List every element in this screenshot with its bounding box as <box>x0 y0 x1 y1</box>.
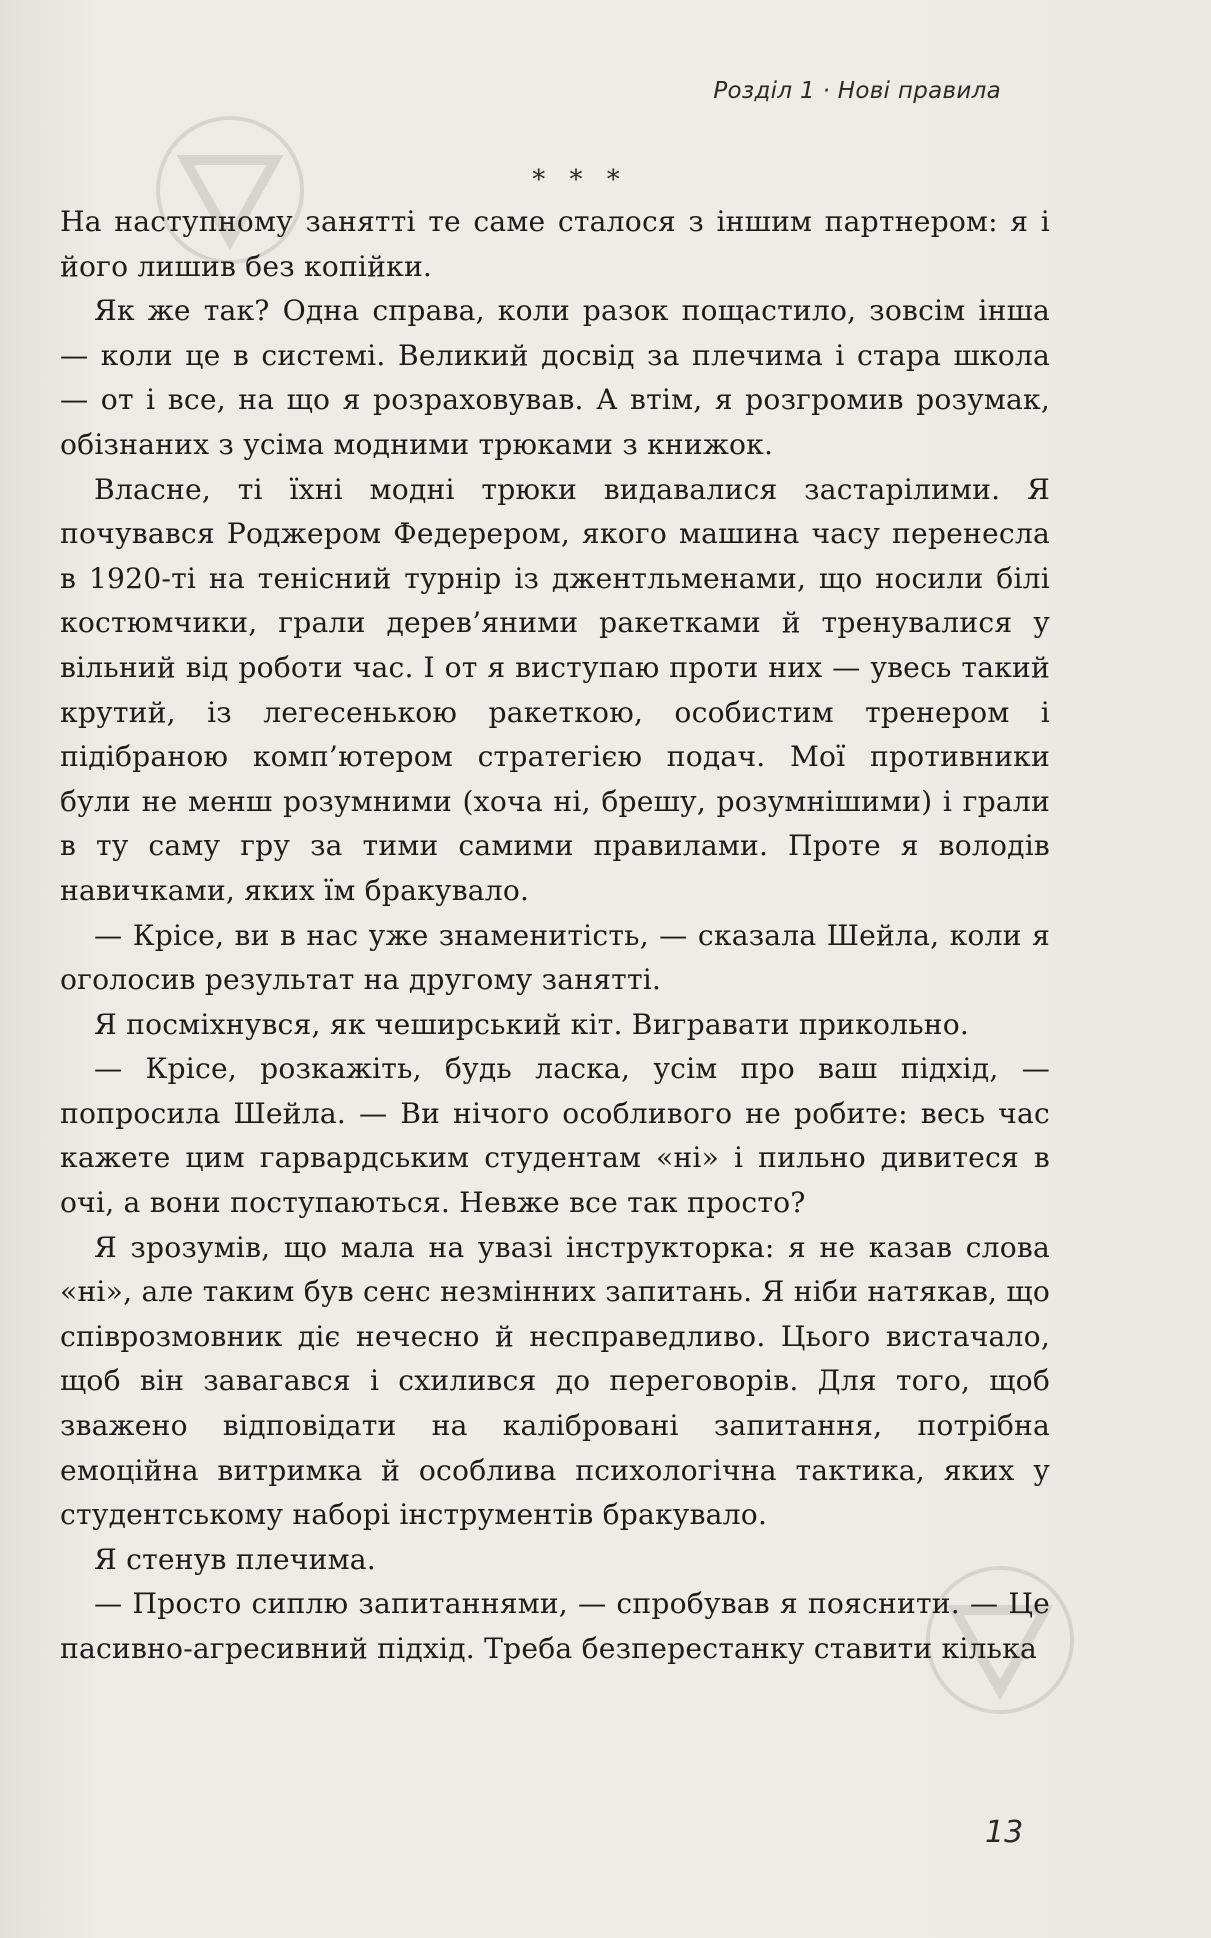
paragraph: Я посміхнувся, як чеширський кіт. Вигравати прикольно. <box>94 1007 970 1041</box>
paragraph: — Просто сиплю запитаннями, — спробував я пояснити. — Це пасивно-агресивний підхід. Треба безперестанку ставити кілька <box>60 1587 1050 1665</box>
section-separator: * * * <box>532 165 628 195</box>
paragraph: — Крісе, розкажіть, будь ласка, усім про ваш підхід, — попросила Шейла. — Ви нічого особливого не робите: весь час кажете цим гарвардським студентам «ні» і пильно дивитеся в очі, а вони поступаються. Невже все так просто? <box>60 1052 1050 1220</box>
paragraph: Я зрозумів, що мала на увазі інструкторка: я не казав слова «ні», але таким був сенс незмінних запитань. Я ніби натякав, що співрозмовник діє нечесно й несправедливо. Цього вистачало, щоб він завагався і схилився до переговорів. Для того, щоб зважено відповідати на калібровані запитання, потрібна емоційна витримка й особлива психологічна тактика, яких у студентському наборі інструментів бракувало. <box>60 1230 1050 1532</box>
running-head: Розділ 1 · Нові правила <box>713 78 1001 104</box>
paragraph: — Крісе, ви в нас уже знаменитість, — сказала Шейла, коли я оголосив результат на другому занятті. <box>60 918 1050 997</box>
body-text <box>60 200 1050 1672</box>
paragraph: Я стенув плечима. <box>94 1542 376 1576</box>
paragraph: На наступному занятті те саме сталося з іншим партнером: я і його лишив без копійки. <box>60 205 1050 283</box>
paragraph: Власне, ті їхні модні трюки видавалися застарілими. Я почувався Роджером Федерером, якого машина часу перенесла в 1920-ті на тенісний турнір із джентльменами, що носили білі костюмчики, грали дерев’яними ракетками й тренувалися у вільний від роботи час. І от я виступаю проти них — увесь такий крутий, із легесенькою ракеткою, особистим тренером і підібраною комп’ютером стратегією подач. Мої противники були не менш розумними (хоча ні, брешу, розумнішими) і грали в ту саму гру за тими самими правилами. Проте я володів навичками, яких їм бракувало. <box>60 472 1050 907</box>
page-number: 13 <box>985 1815 1024 1850</box>
paragraph: Як же так? Одна справа, коли разок пощастило, зовсім інша — коли це в системі. Великий досвід за плечима і стара школа — от і все, на що я розраховував. А втім, я розгромив розумак, обізнаних з усіма модними трюками з книжок. <box>60 294 1050 461</box>
